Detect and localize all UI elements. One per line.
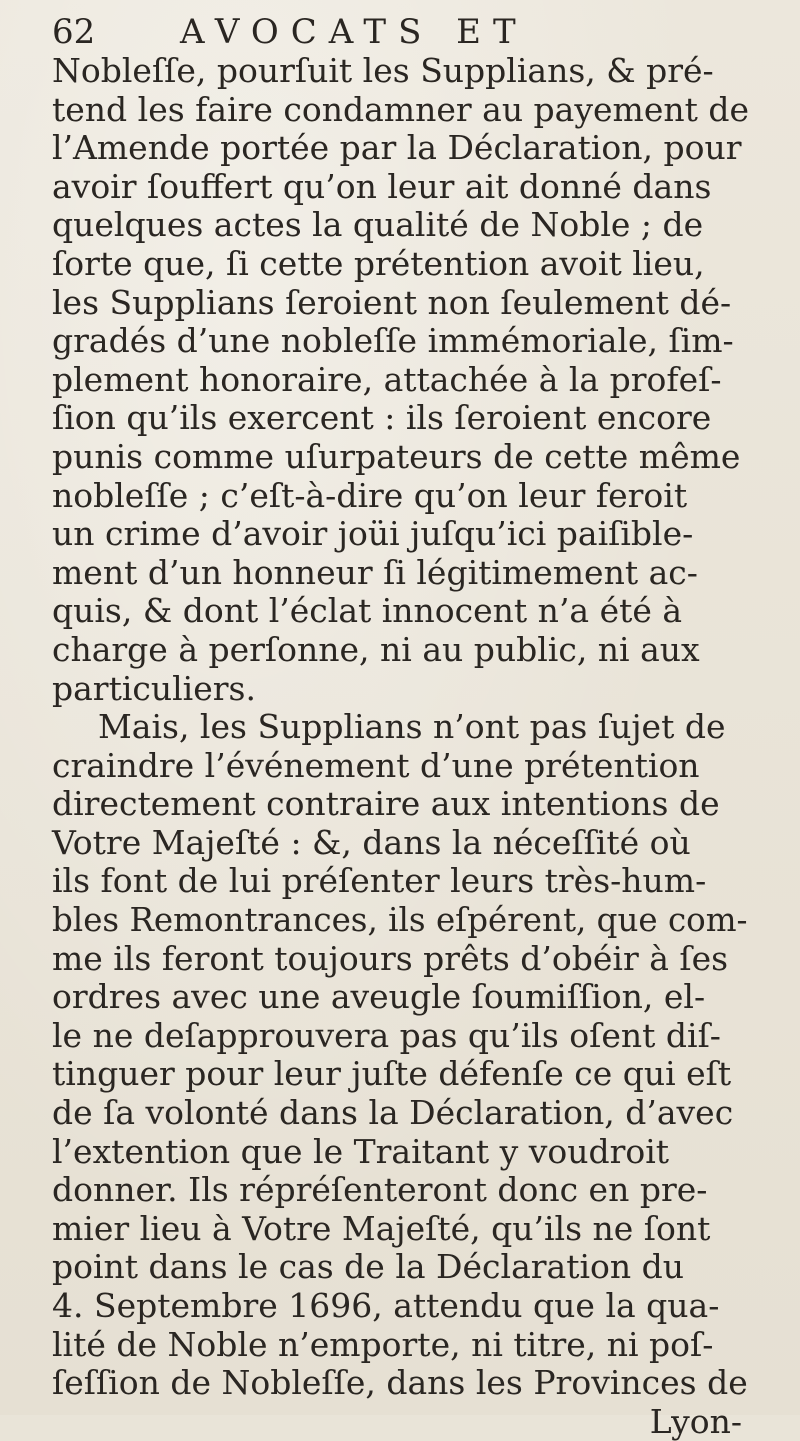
text-line: ils font de lui préſenter leurs très-hum- [52,861,707,901]
text-line: punis comme uſurpateurs de cette même [52,436,741,476]
running-head: AVOCATS ET [180,12,528,52]
text-line: ſeſſion de Nobleſſe, dans les Provinces de [52,1363,748,1403]
text-line: me ils feront toujours prêts d’obéir à ſes [52,938,729,978]
text-line: ment d’un honneur ſi légitimement ac- [52,552,698,592]
page-header [52,12,752,52]
text-line: tend les faire condamner au payement de [52,89,750,129]
catchword: Lyon- [649,1401,742,1441]
text-line: 4. Septembre 1696, attendu que la qua- [52,1286,720,1325]
text-line: ordres avec une aveugle ſoumiſſion, el- [52,977,706,1017]
text-line: quelques actes la qualité de Noble ; de [52,205,704,245]
text-line: donner. Ils répréſenteront donc en pre- [52,1170,708,1210]
text-line: les Supplians ſeroient non ſeulement dé- [52,282,732,322]
page-number: 62 [52,12,96,52]
text-line: l’extention que le Traitant y voudroit [52,1131,670,1171]
body-text [52,52,752,1441]
text-line: ſion qu’ils exercent : ils ſeroient encore [52,398,712,438]
text-line: lité de Noble n’emporte, ni titre, ni poſ- [52,1324,714,1364]
text-line: bles Remontrances, ils eſpérent, que com- [52,901,748,940]
text-line: tinguer pour leur juſte défenſe ce qui eſt [52,1054,732,1094]
text-line: gradés d’une nobleſſe immémoriale, ſim- [52,321,734,361]
paragraph-start-line: Mais, les Supplians n’ont pas ſujet de [98,707,726,747]
text-line: quis, & dont l’éclat innocent n’a été à [52,591,683,631]
text-line: mier lieu à Votre Majeſté, qu’ils ne ſont [52,1208,711,1248]
text-line: avoir ſouffert qu’on leur ait donné dans [52,166,712,206]
text-line: Votre Majeſté : &, dans la néceſſité où [52,822,691,862]
text-line: charge à perſonne, ni au public, ni aux [52,629,700,669]
text-line: directement contraire aux intentions de [52,784,720,824]
text-line: particuliers. [52,668,256,708]
text-line: ſorte que, ſi cette prétention avoit lieu, [52,243,705,283]
text-line: Nobleſſe, pourſuit les Supplians, & pré- [52,51,714,90]
text-line: craindre l’événement d’une prétention [52,745,700,785]
text-line: de ſa volonté dans la Déclaration, d’avec [52,1093,734,1133]
text-line: l’Amende portée par la Déclaration, pour [52,128,742,168]
text-line: point dans le cas de la Déclaration du [52,1247,684,1287]
text-line: nobleſſe ; c’eſt-à-dire qu’on leur feroit [52,475,688,515]
text-line: le ne deſapprouvera pas qu’ils oſent diſ- [52,1015,721,1055]
text-line: plement honoraire, attachée à la profeſ- [52,359,722,399]
text-line: un crime d’avoir joüi juſqu’ici paiſible- [52,514,694,554]
